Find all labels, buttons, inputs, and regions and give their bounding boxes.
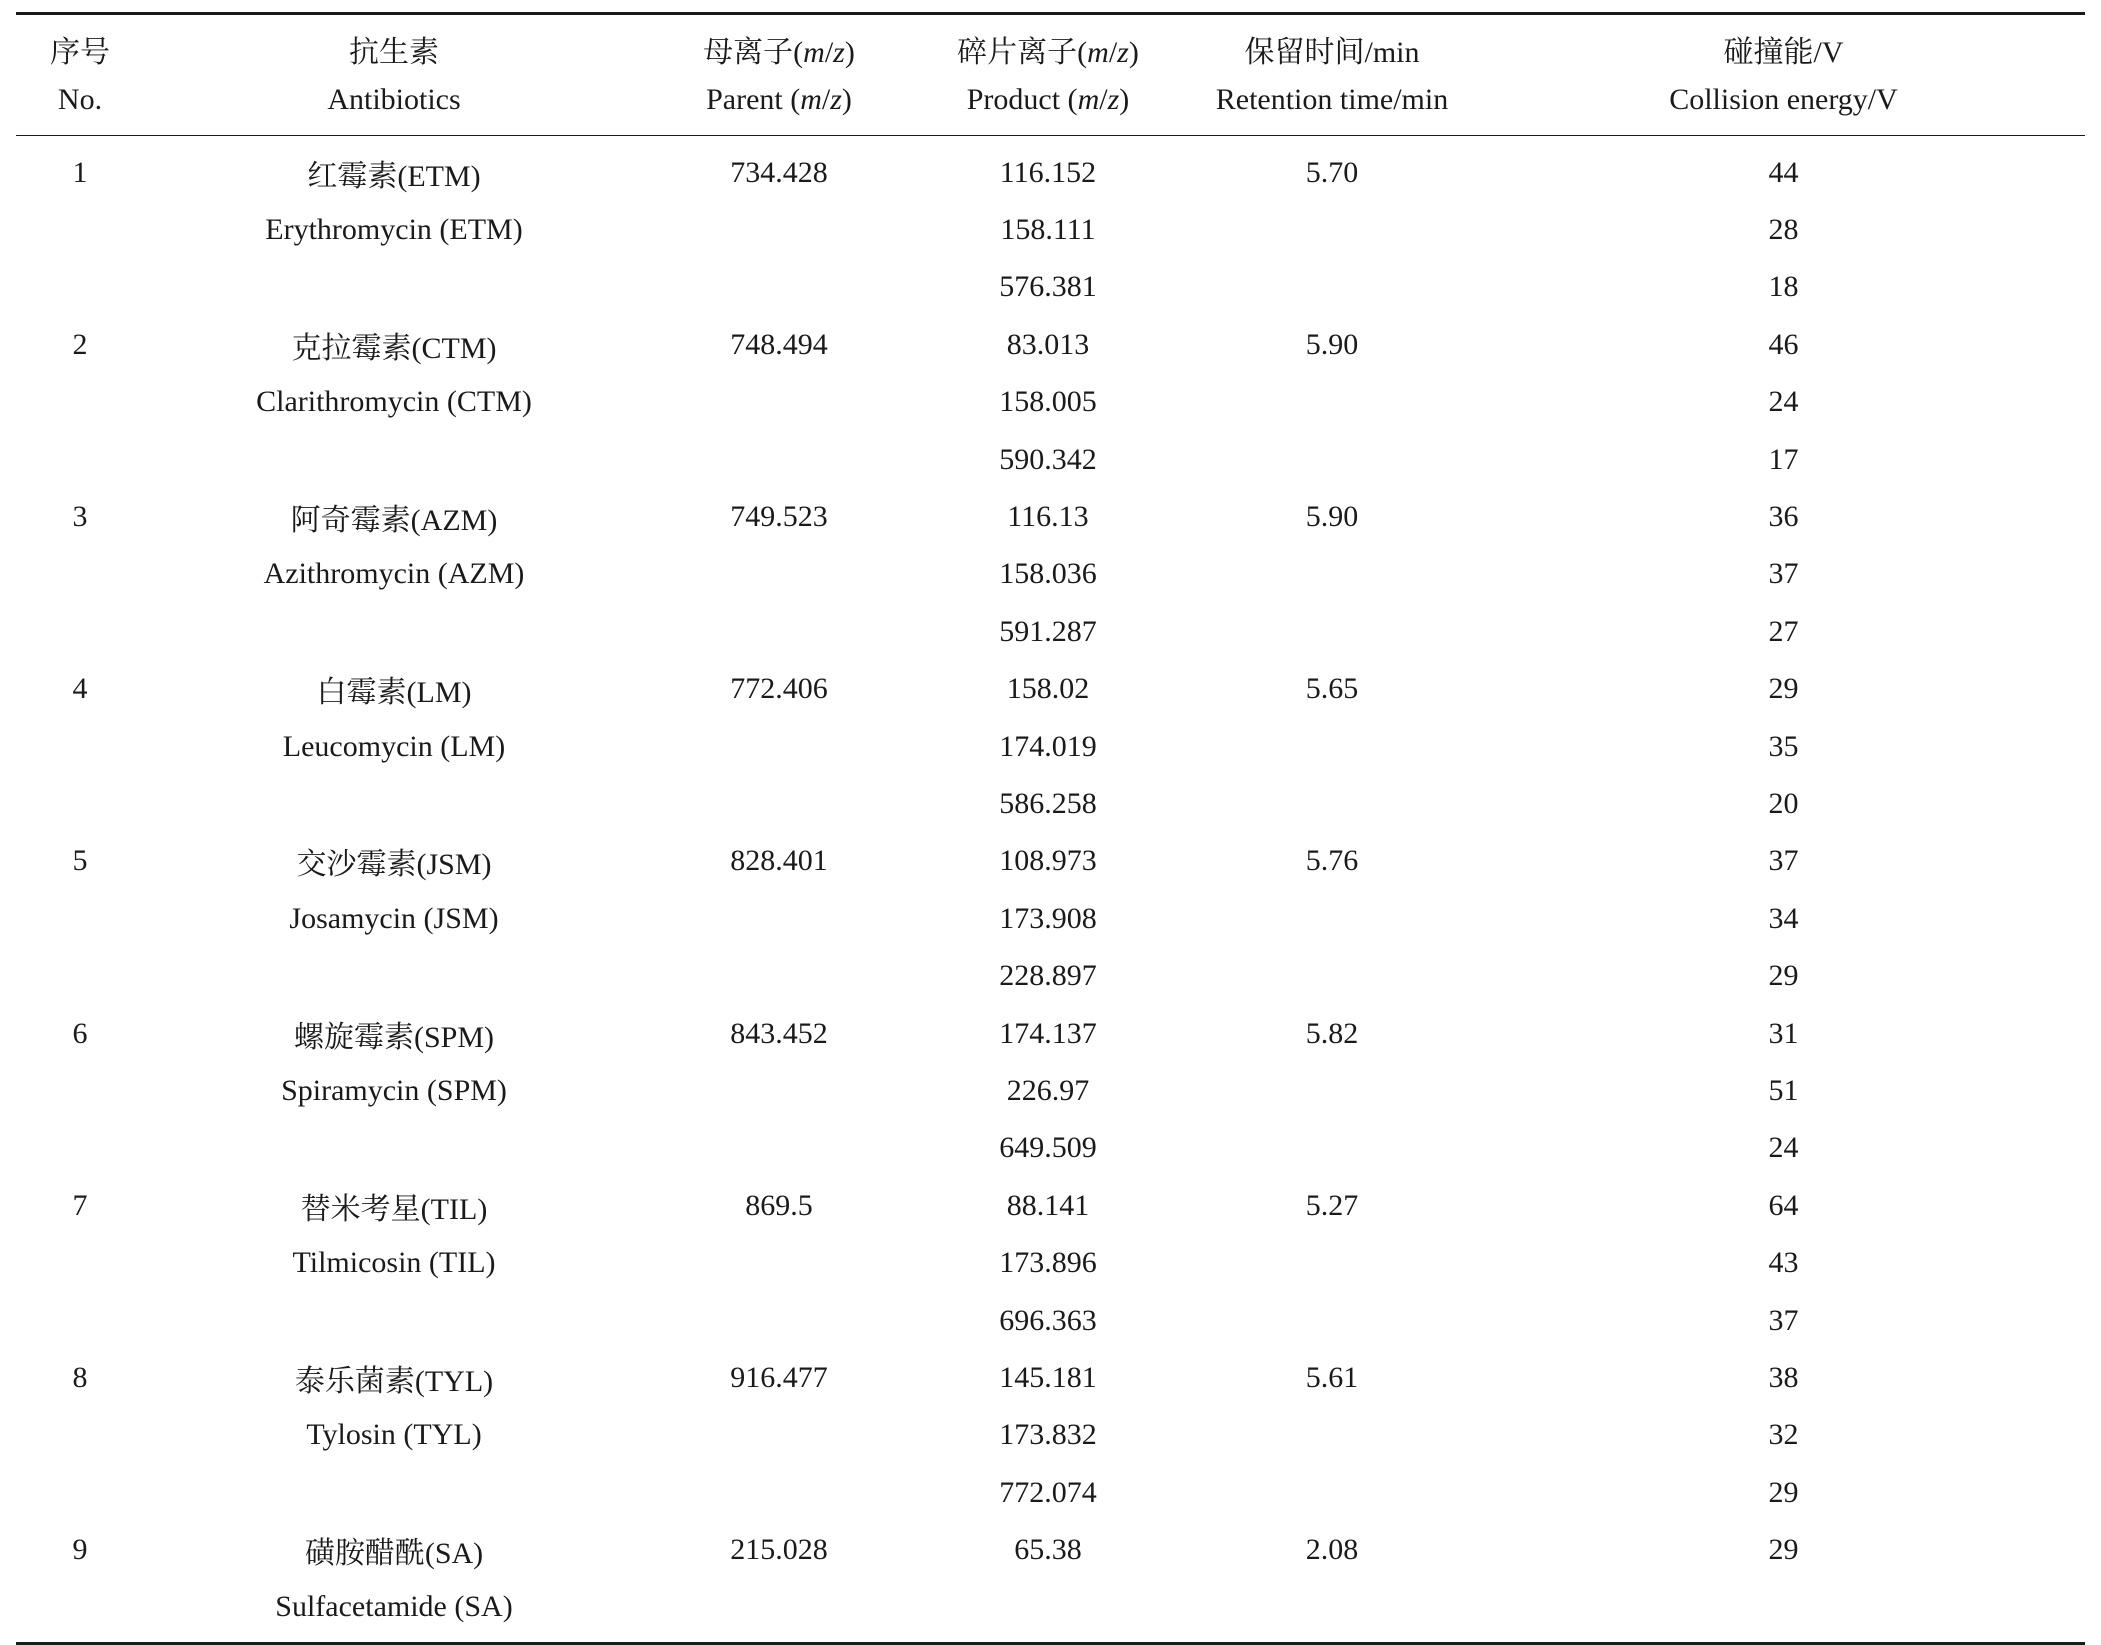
cell-collision-energy: 28 <box>1768 213 1799 247</box>
cell-no <box>16 775 144 832</box>
cell-no <box>16 1292 144 1349</box>
cell-product-mz: 145.181 <box>999 1360 1097 1394</box>
cell-parent-mz <box>644 546 914 603</box>
header-row-cn <box>16 14 2085 75</box>
table-row <box>16 1407 2085 1464</box>
table-row <box>16 1292 2085 1349</box>
table-row <box>16 1005 2085 1062</box>
cell-collision-energy: 44 <box>1768 155 1799 189</box>
cell-parent-mz <box>644 1579 914 1644</box>
cell-retention-time <box>1182 603 1482 660</box>
cell-parent-mz <box>644 374 914 431</box>
table-row <box>16 374 2085 431</box>
header-parent-en <box>644 74 914 136</box>
cell-retention-time <box>1182 1062 1482 1119</box>
cell-parent-mz <box>644 201 914 258</box>
table-row <box>16 1062 2085 1119</box>
cell-collision-energy: 18 <box>1768 270 1799 304</box>
cell-no: 9 <box>72 1533 88 1567</box>
header-row-en <box>16 74 2085 136</box>
cell-collision-energy: 24 <box>1768 1131 1799 1165</box>
table-row <box>16 603 2085 660</box>
cell-antibiotic: Tylosin (TYL) <box>306 1418 482 1452</box>
cell-collision-energy: 38 <box>1768 1360 1799 1394</box>
cell-retention-time <box>1182 1120 1482 1177</box>
cell-no <box>16 546 144 603</box>
table-row <box>16 201 2085 258</box>
cell-parent-mz: 749.523 <box>730 500 828 534</box>
cell-collision-energy <box>1482 1579 2085 1644</box>
header-ce-cn: 碰撞能/V <box>1482 14 2085 75</box>
cell-collision-energy: 17 <box>1768 442 1799 476</box>
cell-no: 5 <box>72 844 88 878</box>
cell-collision-energy: 29 <box>1768 1475 1799 1509</box>
cell-retention-time <box>1182 718 1482 775</box>
cell-collision-energy: 37 <box>1768 1303 1799 1337</box>
cell-product-mz: 158.111 <box>1000 213 1096 247</box>
cell-no <box>16 259 144 316</box>
cell-parent-mz <box>644 775 914 832</box>
cell-antibiotic: 克拉霉素(CTM) <box>291 331 497 365</box>
cell-collision-energy: 27 <box>1768 614 1799 648</box>
header-product-en <box>914 74 1182 136</box>
cell-collision-energy: 36 <box>1768 500 1799 534</box>
cell-no <box>16 374 144 431</box>
header-parent-cn <box>644 14 914 75</box>
header-rt-en: Retention time/min <box>1182 74 1482 136</box>
cell-no <box>16 718 144 775</box>
cell-retention-time <box>1182 431 1482 488</box>
cell-antibiotic: 磺胺醋酰(SA) <box>304 1537 484 1571</box>
cell-no <box>16 201 144 258</box>
cell-no: 2 <box>72 327 88 361</box>
cell-no <box>16 1120 144 1177</box>
cell-parent-mz <box>644 947 914 1004</box>
cell-antibiotic <box>144 775 644 832</box>
header-antibiotic-en: Antibiotics <box>144 74 644 136</box>
header-ce-en: Collision energy/V <box>1482 74 2085 136</box>
cell-product-mz: 158.02 <box>1006 672 1090 706</box>
cell-product-mz: 65.38 <box>1014 1533 1082 1567</box>
cell-antibiotic <box>144 603 644 660</box>
header-rt-cn: 保留时间/min <box>1182 14 1482 75</box>
cell-retention-time <box>1182 1464 1482 1521</box>
table-row <box>16 136 2085 202</box>
table-row <box>16 546 2085 603</box>
cell-antibiotic <box>144 431 644 488</box>
cell-collision-energy: 37 <box>1768 557 1799 591</box>
cell-product-mz: 88.141 <box>1006 1188 1090 1222</box>
table-row <box>16 1521 2085 1578</box>
cell-retention-time <box>1182 546 1482 603</box>
cell-product-mz: 576.381 <box>999 270 1097 304</box>
table-row <box>16 1349 2085 1406</box>
cell-retention-time: 5.90 <box>1305 327 1359 361</box>
cell-parent-mz: 734.428 <box>730 155 828 189</box>
cell-retention-time: 2.08 <box>1305 1533 1359 1567</box>
cell-no: 7 <box>72 1188 88 1222</box>
cell-retention-time: 5.27 <box>1305 1188 1359 1222</box>
cell-retention-time <box>1182 775 1482 832</box>
cell-no <box>16 1062 144 1119</box>
cell-antibiotic: Azithromycin (AZM) <box>263 557 525 591</box>
cell-parent-mz: 772.406 <box>730 672 828 706</box>
table-row <box>16 1579 2085 1644</box>
cell-parent-mz: 916.477 <box>730 1360 828 1394</box>
cell-retention-time: 5.90 <box>1305 500 1359 534</box>
cell-no <box>16 1234 144 1291</box>
cell-product-mz <box>914 1579 1182 1644</box>
cell-collision-energy: 20 <box>1768 786 1799 820</box>
table-row <box>16 718 2085 775</box>
cell-collision-energy: 64 <box>1768 1188 1799 1222</box>
cell-product-mz: 173.896 <box>999 1246 1097 1280</box>
cell-no: 6 <box>72 1016 88 1050</box>
table-row <box>16 775 2085 832</box>
table-row <box>16 259 2085 316</box>
antibiotics-ms-parameters-table <box>16 12 2085 1645</box>
cell-retention-time <box>1182 1407 1482 1464</box>
cell-parent-mz: 215.028 <box>730 1533 828 1567</box>
cell-product-mz: 591.287 <box>999 614 1097 648</box>
header-product-cn-text: 碎片离子(m/z) <box>957 35 1139 69</box>
cell-parent-mz <box>644 1120 914 1177</box>
cell-product-mz: 228.897 <box>999 959 1097 993</box>
cell-retention-time <box>1182 890 1482 947</box>
cell-antibiotic: 螺旋霉素(SPM) <box>293 1020 495 1054</box>
header-no-en: No. <box>16 74 144 136</box>
cell-retention-time: 5.61 <box>1305 1360 1359 1394</box>
cell-retention-time <box>1182 947 1482 1004</box>
header-product-cn <box>914 14 1182 75</box>
table-row <box>16 431 2085 488</box>
cell-product-mz: 649.509 <box>999 1131 1097 1165</box>
cell-product-mz: 586.258 <box>999 786 1097 820</box>
cell-parent-mz <box>644 1234 914 1291</box>
table-row <box>16 947 2085 1004</box>
cell-antibiotic: Josamycin (JSM) <box>289 901 499 935</box>
cell-antibiotic: Leucomycin (LM) <box>282 729 506 763</box>
table-row <box>16 890 2085 947</box>
cell-parent-mz <box>644 431 914 488</box>
cell-parent-mz <box>644 718 914 775</box>
cell-collision-energy: 29 <box>1768 959 1799 993</box>
cell-no <box>16 1407 144 1464</box>
cell-collision-energy: 46 <box>1768 327 1799 361</box>
cell-parent-mz: 748.494 <box>730 327 828 361</box>
cell-product-mz: 158.005 <box>999 385 1097 419</box>
header-no-cn: 序号 <box>16 14 144 75</box>
cell-retention-time <box>1182 374 1482 431</box>
cell-parent-mz <box>644 1292 914 1349</box>
cell-no <box>16 1579 144 1644</box>
cell-parent-mz: 869.5 <box>745 1188 813 1222</box>
cell-antibiotic: 泰乐菌素(TYL) <box>294 1364 494 1398</box>
cell-no: 1 <box>72 155 88 189</box>
cell-product-mz: 173.832 <box>999 1418 1097 1452</box>
table-row <box>16 1464 2085 1521</box>
cell-parent-mz <box>644 1407 914 1464</box>
header-antibiotic-cn: 抗生素 <box>144 14 644 75</box>
table-row <box>16 1120 2085 1177</box>
cell-no: 3 <box>72 500 88 534</box>
cell-no: 4 <box>72 672 88 706</box>
cell-retention-time <box>1182 201 1482 258</box>
cell-antibiotic: 白霉素(LM) <box>316 676 472 710</box>
cell-retention-time <box>1182 1292 1482 1349</box>
cell-collision-energy: 29 <box>1768 672 1799 706</box>
cell-parent-mz <box>644 890 914 947</box>
cell-collision-energy: 43 <box>1768 1246 1799 1280</box>
cell-product-mz: 696.363 <box>999 1303 1097 1337</box>
cell-product-mz: 590.342 <box>999 442 1097 476</box>
cell-collision-energy: 37 <box>1768 844 1799 878</box>
header-product-en-text: Product (m/z) <box>966 82 1130 116</box>
table-row <box>16 833 2085 890</box>
cell-antibiotic: 红霉素(ETM) <box>307 159 481 193</box>
cell-parent-mz <box>644 603 914 660</box>
header-parent-cn-text: 母离子(m/z) <box>703 35 855 69</box>
cell-antibiotic <box>144 259 644 316</box>
cell-parent-mz <box>644 1464 914 1521</box>
cell-no <box>16 1464 144 1521</box>
cell-antibiotic: Clarithromycin (CTM) <box>256 385 532 419</box>
cell-product-mz: 116.152 <box>999 155 1097 189</box>
table-row <box>16 488 2085 545</box>
cell-retention-time: 5.82 <box>1305 1016 1359 1050</box>
cell-antibiotic <box>144 947 644 1004</box>
cell-parent-mz: 828.401 <box>730 844 828 878</box>
cell-retention-time: 5.65 <box>1305 672 1359 706</box>
cell-product-mz: 772.074 <box>999 1475 1097 1509</box>
cell-collision-energy: 31 <box>1768 1016 1799 1050</box>
cell-antibiotic: Tilmicosin (TIL) <box>292 1246 496 1280</box>
cell-collision-energy: 32 <box>1768 1418 1799 1452</box>
cell-no: 8 <box>72 1360 88 1394</box>
cell-antibiotic: Erythromycin (ETM) <box>265 213 523 247</box>
cell-antibiotic: 交沙霉素(JSM) <box>296 848 492 882</box>
cell-product-mz: 158.036 <box>999 557 1097 591</box>
cell-retention-time <box>1182 259 1482 316</box>
cell-parent-mz <box>644 259 914 316</box>
cell-no <box>16 947 144 1004</box>
cell-antibiotic: Sulfacetamide (SA) <box>144 1579 644 1644</box>
table-row <box>16 316 2085 373</box>
cell-collision-energy: 35 <box>1768 729 1799 763</box>
cell-antibiotic <box>144 1292 644 1349</box>
cell-retention-time <box>1182 1234 1482 1291</box>
cell-collision-energy: 51 <box>1768 1073 1799 1107</box>
cell-product-mz: 108.973 <box>999 844 1097 878</box>
cell-product-mz: 83.013 <box>1006 327 1090 361</box>
table-body <box>16 136 2085 1644</box>
cell-antibiotic: 阿奇霉素(AZM) <box>290 504 498 538</box>
cell-collision-energy: 29 <box>1768 1533 1799 1567</box>
cell-collision-energy: 34 <box>1768 901 1799 935</box>
table-row <box>16 1234 2085 1291</box>
cell-product-mz: 173.908 <box>999 901 1097 935</box>
cell-antibiotic <box>144 1120 644 1177</box>
cell-antibiotic <box>144 1464 644 1521</box>
cell-collision-energy: 24 <box>1768 385 1799 419</box>
cell-antibiotic: 替米考星(TIL) <box>300 1192 488 1226</box>
cell-retention-time: 5.70 <box>1305 155 1359 189</box>
cell-product-mz: 226.97 <box>1006 1073 1090 1107</box>
header-parent-en-text: Parent (m/z) <box>706 82 852 116</box>
cell-no <box>16 890 144 947</box>
cell-parent-mz <box>644 1062 914 1119</box>
cell-retention-time: 5.76 <box>1305 844 1359 878</box>
cell-product-mz: 174.019 <box>999 729 1097 763</box>
cell-product-mz: 116.13 <box>1007 500 1089 534</box>
table-header <box>16 14 2085 136</box>
cell-antibiotic: Spiramycin (SPM) <box>281 1073 507 1107</box>
cell-no <box>16 431 144 488</box>
table-row <box>16 1177 2085 1234</box>
cell-product-mz: 174.137 <box>999 1016 1097 1050</box>
cell-no <box>16 603 144 660</box>
table-row <box>16 661 2085 718</box>
cell-parent-mz: 843.452 <box>730 1016 828 1050</box>
cell-retention-time <box>1182 1579 1482 1644</box>
